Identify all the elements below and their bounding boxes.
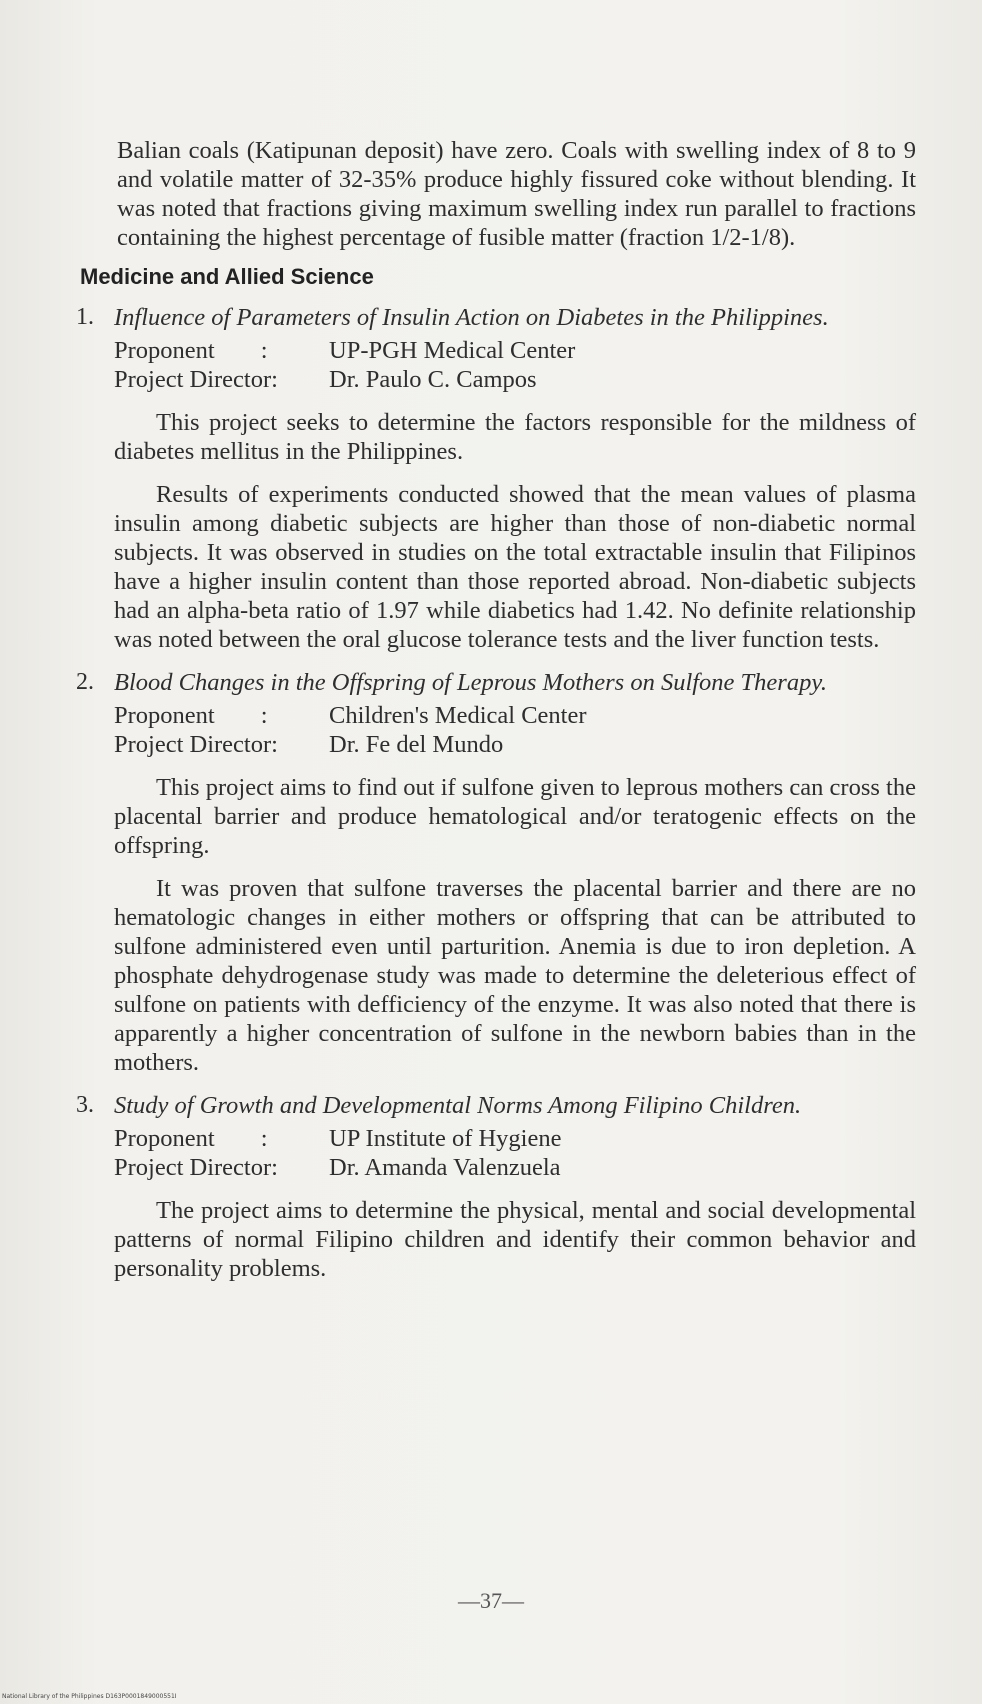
project-1 xyxy=(76,303,916,654)
project-paragraph: It was proven that sulfone traverses the placental barrier and there are no hematologic changes in either mothers or offspring that can be attributed to sulfone administered even until parturition. Anemia is due to iron depletion. A phosphate dehydrogenase study was made to determine the deleterious effect of sulfone on patients with defficiency of the enzyme. It was also noted that there is apparently a higher concentration of sulfone in the newborn babies than in the mothers. xyxy=(114,875,916,1076)
project-paragraph: This project seeks to determine the factors responsible for the mildness of diabetes mellitus in the Philippines. xyxy=(114,409,916,465)
project-meta xyxy=(76,1124,916,1182)
project-paragraph: This project aims to find out if sulfone given to leprous mothers can cross the placental barrier and produce hematological and/or teratogenic effects on the offspring. xyxy=(114,774,916,859)
page-content xyxy=(76,136,916,1283)
proponent-label: Proponent : xyxy=(114,1125,268,1152)
proponent-value: UP Institute of Hygiene xyxy=(329,1125,562,1152)
project-title: Influence of Parameters of Insulin Action on Diabetes in the Philippines. xyxy=(114,304,829,331)
project-paragraph: Results of experiments conducted showed that the mean values of plasma insulin among diabetic subjects are higher than those of non-diabetic normal subjects. It was observed in studies on the total extractable insulin that Filipinos have a higher insulin content than those reported abroad. Non-diabetic subjects had an alpha-beta ratio of 1.97 while diabetics had 1.42. No definite relationship was noted between the oral glucose tolerance tests and the liver function tests. xyxy=(114,481,916,653)
proponent-value: Children's Medical Center xyxy=(329,702,587,729)
director-label: Project Director: xyxy=(114,1154,278,1181)
director-label: Project Director: xyxy=(114,366,278,393)
project-paragraph: The project aims to determine the physical, mental and social developmental patterns of normal Filipino children and identify their common behavior and personality problems. xyxy=(114,1197,916,1282)
page-number: —37— xyxy=(458,1588,524,1613)
director-value: Dr. Paulo C. Campos xyxy=(329,366,537,393)
project-number: 3. xyxy=(76,1092,94,1118)
project-number: 1. xyxy=(76,304,94,330)
proponent-value: UP-PGH Medical Center xyxy=(329,337,576,364)
section-heading: Medicine and Allied Science xyxy=(80,264,374,289)
project-number: 2. xyxy=(76,669,94,695)
project-title: Blood Changes in the Offspring of Leprous Mothers on Sulfone Therapy. xyxy=(114,669,827,696)
project-meta xyxy=(76,701,916,759)
project-meta xyxy=(76,336,916,394)
project-3 xyxy=(76,1091,916,1283)
project-2 xyxy=(76,668,916,1077)
director-label: Project Director: xyxy=(114,731,278,758)
proponent-label: Proponent : xyxy=(114,702,268,729)
proponent-label: Proponent : xyxy=(114,337,268,364)
scan-stamp: National Library of the Philippines D163P0001849000551I xyxy=(2,1693,177,1700)
director-value: Dr. Fe del Mundo xyxy=(329,731,504,758)
director-value: Dr. Amanda Valenzuela xyxy=(329,1154,561,1181)
intro-paragraph: Balian coals (Katipunan deposit) have zero. Coals with swelling index of 8 to 9 and volatile matter of 32-35% produce highly fissured coke without blending. It was noted that fractions giving maximum swelling index run parallel to fractions containing the highest percentage of fusible matter (fraction 1/2-1/8). xyxy=(117,137,916,251)
project-title: Study of Growth and Developmental Norms Among Filipino Children. xyxy=(114,1092,802,1119)
